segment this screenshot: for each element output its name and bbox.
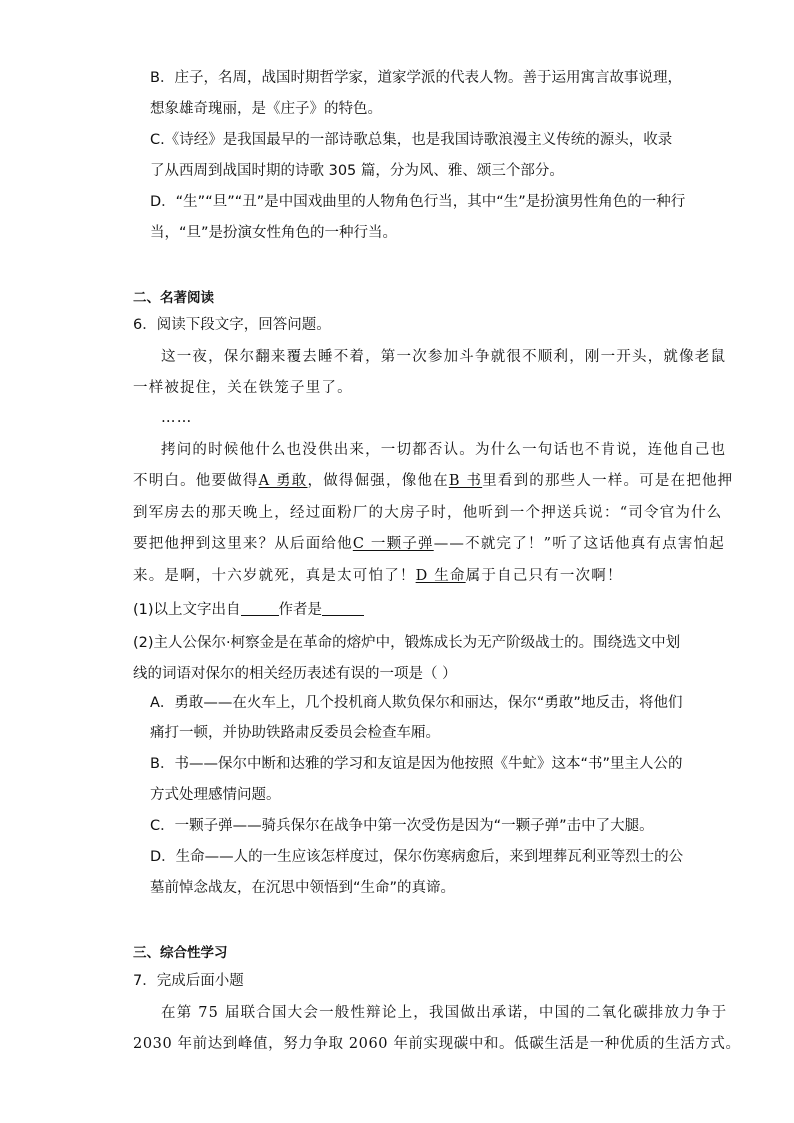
option-d-line2: 当，“旦”是扮演女性角色的一种行当。 xyxy=(150,225,398,241)
sub-question-2-line2: 线的词语对保尔的相关经历表述有误的一项是（ ） xyxy=(133,666,457,682)
option-d-line1: D．“生”“旦”“丑”是中国戏曲里的人物角色行当，其中“生”是扮演男性角色的一种行 xyxy=(150,194,686,210)
passage-p2-line1: 拷问的时候他什么也没供出来，一切都否认。为什么一句话也不肯说，连他自己也 xyxy=(161,442,727,458)
sub-question-1 xyxy=(133,600,364,620)
text-segment: 要把他押到这里来？从后面给他 xyxy=(133,536,353,552)
answer-c-line1: C．一颗子弹——骑兵保尔在战争中第一次受伤是因为“一颗子弹”击中了大腿。 xyxy=(150,818,654,834)
text-segment: 不明白。他要做得 xyxy=(133,473,259,489)
underlined-term-d: D 生命 xyxy=(415,568,466,584)
passage-p2-line3: 到军房去的那天晚上，经过面粉厂的大房子时，他听到一个押送兵说：“司令官为什么 xyxy=(133,505,723,521)
option-c-line1: C.《诗经》是我国最早的一部诗歌总集，也是我国诗歌浪漫主义传统的源头，收录 xyxy=(150,132,673,148)
answer-b-line2: 方式处理感情问题。 xyxy=(150,787,281,803)
sub-question-2-line1: (2)主人公保尔·柯察金是在革命的熔炉中，锻炼成长为无产阶级战士的。围绕选文中划 xyxy=(133,635,681,651)
answer-d-line1: D．生命——人的一生应该怎样度过，保尔伤寒病愈后，来到埋葬瓦利亚等烈士的公 xyxy=(150,849,684,865)
passage2-line2: 2030 年前达到峰值，努力争取 2060 年前实现碳中和。低碳生活是一种优质的生活方式。 xyxy=(133,1036,741,1052)
answer-d-line2: 墓前悼念战友，在沉思中领悟到“生命”的真谛。 xyxy=(150,880,456,896)
underlined-term-a: A 勇敢 xyxy=(258,473,308,489)
text-segment: 里看到的那些人一样。可是在把他押 xyxy=(482,473,734,489)
passage-ellipsis: …… xyxy=(161,410,193,426)
answer-b-line1: B．书——保尔中断和达雅的学习和友谊是因为他按照《牛虻》这本“书”里主人公的 xyxy=(150,756,683,772)
option-c-line2: 了从西周到战国时期的诗歌 305 篇，分为风、雅、颂三个部分。 xyxy=(150,163,564,179)
question-6: 6．阅读下段文字，回答问题。 xyxy=(133,317,331,333)
answer-blank-book[interactable] xyxy=(241,601,279,616)
underlined-term-b: B 书 xyxy=(448,473,483,489)
passage-p2-line5 xyxy=(133,566,623,586)
answer-a-line2: 痛打一顿，并协助铁路肃反委员会检查车厢。 xyxy=(150,725,440,741)
option-b-line2: 想象雄奇瑰丽，是《庄子》的特色。 xyxy=(150,101,382,117)
section-heading-3: 三、综合性学习 xyxy=(133,945,228,961)
q1-prefix: (1)以上文字出自 xyxy=(133,602,241,618)
question-7: 7．完成后面小题 xyxy=(133,973,244,989)
underlined-term-c: C 一颗子弹 xyxy=(352,536,434,552)
answer-blank-author[interactable] xyxy=(322,601,364,616)
passage-p2-line4 xyxy=(133,534,725,554)
section-heading-2: 二、名著阅读 xyxy=(133,290,214,306)
text-segment: 来。是啊，十六岁就死，真是太可怕了！ xyxy=(133,568,416,584)
passage-p2-line2 xyxy=(133,471,733,491)
text-segment: ——不就完了！”听了这话他真有点害怕起 xyxy=(433,536,725,552)
passage2-line1: 在第 75 届联合国大会一般性辩论上，我国做出承诺，中国的二氧化碳排放力争于 xyxy=(161,1005,728,1021)
text-segment: ，做得倔强，像他在 xyxy=(307,473,449,489)
q1-middle: 作者是 xyxy=(278,602,323,618)
answer-a-line1: A．勇敢——在火车上，几个投机商人欺负保尔和丽达，保尔“勇敢”地反击，将他们 xyxy=(150,695,683,711)
passage-p1-line2: 一样被捉住，关在铁笼子里了。 xyxy=(133,380,353,396)
text-segment: 属于自己只有一次啊！ xyxy=(465,568,623,584)
passage-p1-line1: 这一夜，保尔翻来覆去睡不着，第一次参加斗争就很不顺利，刚一开头，就像老鼠 xyxy=(161,349,727,365)
option-b-line1: B．庄子，名周，战国时期哲学家，道家学派的代表人物。善于运用寓言故事说理， xyxy=(150,70,682,86)
